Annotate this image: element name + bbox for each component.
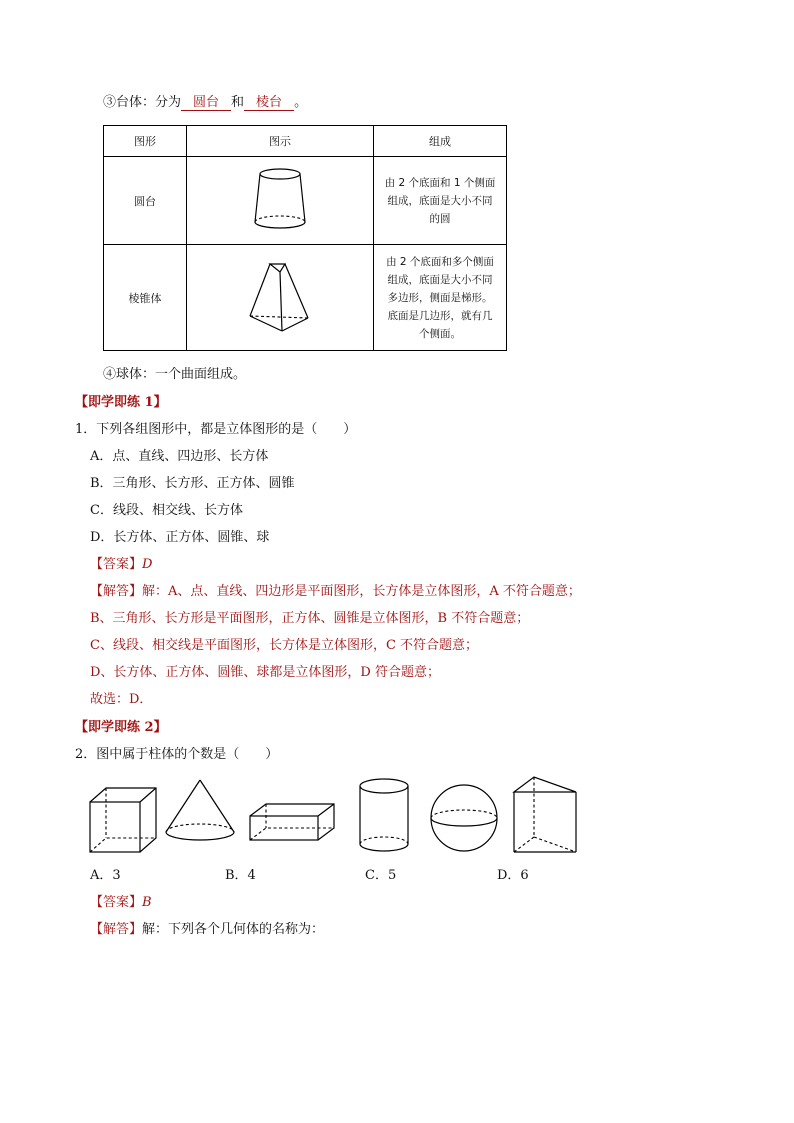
answer-value: B bbox=[142, 895, 152, 910]
solids-figure bbox=[82, 772, 582, 860]
desc-line: 由 2 个底面和 1 个侧面 bbox=[384, 176, 496, 189]
desc-line: 底面是几边形，就有几 bbox=[387, 309, 493, 322]
answer-line bbox=[90, 558, 152, 571]
solution-label: 【解答】 bbox=[90, 584, 143, 599]
cuboid-icon bbox=[250, 804, 334, 840]
sphere-note: ④球体：一个曲面组成。 bbox=[103, 367, 247, 382]
triangular-prism-icon bbox=[514, 777, 576, 852]
answer-label: 【答案】 bbox=[90, 895, 143, 910]
option-b: B．4 bbox=[225, 868, 256, 883]
solution-line: D、长方体、正方体、圆锥、球都是立体图形，D 符合题意； bbox=[90, 665, 440, 680]
sphere-icon bbox=[431, 785, 497, 851]
desc-line: 组成，底面是大小不同 bbox=[387, 194, 493, 207]
row-name: 棱锥体 bbox=[104, 245, 187, 351]
intro-line bbox=[103, 96, 307, 111]
table-header: 图示 bbox=[187, 126, 374, 157]
solution-label: 【解答】 bbox=[90, 922, 143, 937]
answer-value: D bbox=[142, 557, 153, 572]
cone-icon bbox=[166, 780, 234, 840]
answer-blank-1: 圆台 bbox=[181, 96, 231, 111]
practice-heading: 【即学即练 2】 bbox=[75, 720, 167, 735]
desc-line: 个侧面。 bbox=[419, 327, 461, 340]
answer-line bbox=[90, 896, 152, 909]
option-c: C．线段、相交线、长方体 bbox=[90, 503, 243, 518]
solution-line: B、三角形、长方形是平面图形，正方体、圆锥是立体图形，B 不符合题意； bbox=[90, 611, 530, 626]
row-desc bbox=[374, 245, 507, 351]
solution-text: 解：下列各个几何体的名称为： bbox=[142, 922, 325, 937]
option-a: A．3 bbox=[90, 868, 121, 883]
option-b: B．三角形、长方形、正方体、圆锥 bbox=[90, 476, 295, 491]
question-text: 1．下列各组图形中，都是立体图形的是（ ） bbox=[75, 422, 357, 437]
intro-connector: 和 bbox=[231, 95, 245, 110]
solution-text: 解：A、点、直线、四边形是平面图形，长方体是立体图形，A 不符合题意； bbox=[142, 584, 581, 599]
cube-icon bbox=[90, 788, 156, 852]
solid-types-table bbox=[103, 125, 507, 351]
answer-label: 【答案】 bbox=[90, 557, 143, 572]
table-header: 图形 bbox=[104, 126, 187, 157]
desc-line: 的圆 bbox=[429, 212, 451, 225]
option-d: D．长方体、正方体、圆锥、球 bbox=[90, 530, 270, 545]
option-d: D．6 bbox=[497, 868, 529, 883]
intro-suffix: 。 bbox=[294, 95, 308, 110]
frustum-pyramid-figure bbox=[187, 245, 374, 351]
row-name: 圆台 bbox=[104, 157, 187, 245]
intro-prefix: ③台体：分为 bbox=[103, 95, 182, 110]
desc-line: 组成，底面是大小不同 bbox=[387, 273, 493, 286]
question-text: 2．图中属于柱体的个数是（ ） bbox=[75, 747, 279, 762]
desc-line: 由 2 个底面和多个侧面 bbox=[386, 255, 494, 268]
option-c: C．5 bbox=[365, 868, 397, 883]
desc-line: 多边形，侧面是梯形。 bbox=[387, 291, 493, 304]
solution-line bbox=[90, 923, 324, 936]
solution-line: C、线段、相交线是平面图形，长方体是立体图形，C 不符合题意； bbox=[90, 638, 479, 653]
option-a: A．点、直线、四边形、长方体 bbox=[90, 449, 269, 464]
answer-blank-2: 棱台 bbox=[244, 96, 294, 111]
frustum-cone-figure bbox=[187, 157, 374, 245]
table-header-row bbox=[104, 126, 507, 157]
row-desc bbox=[374, 157, 507, 245]
solution-line: 故选：D． bbox=[90, 692, 153, 707]
table-row bbox=[104, 157, 507, 245]
practice-heading: 【即学即练 1】 bbox=[75, 395, 167, 410]
frustum-of-pyramid-icon bbox=[240, 256, 320, 336]
table-header: 组成 bbox=[374, 126, 507, 157]
solution-line bbox=[90, 585, 581, 598]
table-row bbox=[104, 245, 507, 351]
frustum-of-cone-icon bbox=[240, 164, 320, 234]
cylinder-icon bbox=[360, 779, 408, 851]
